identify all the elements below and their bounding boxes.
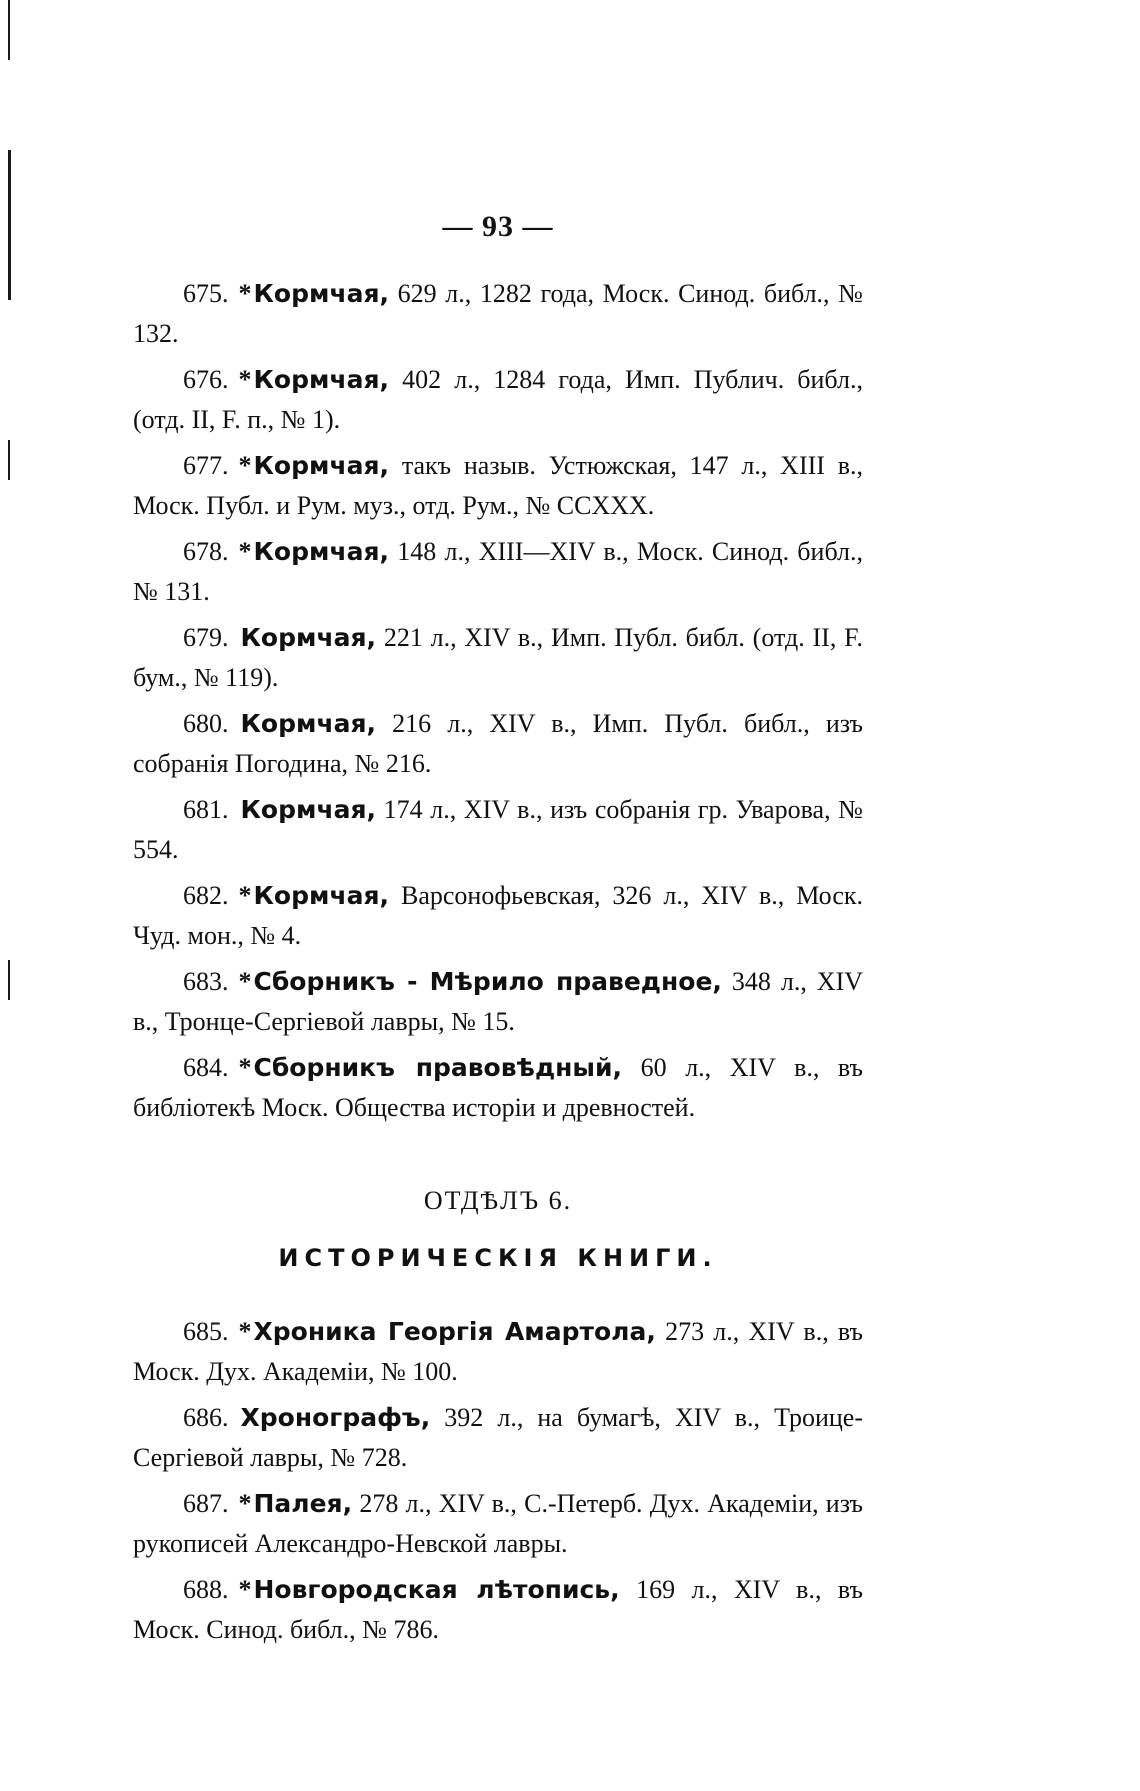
catalog-entry xyxy=(133,1484,863,1564)
entry-number: 685. xyxy=(183,1317,229,1346)
entry-title: Кормчая, xyxy=(253,881,390,910)
entry-title: Кормчая, xyxy=(253,451,390,480)
section-heading: ОТДѢЛЪ 6. xyxy=(423,1186,573,1215)
catalog-entry xyxy=(133,876,863,956)
entry-list-top xyxy=(133,274,863,1128)
entry-description: Варсонофьевская, 326 л., XIV в., Моск. Чуд. мон., № 4. xyxy=(133,881,864,950)
entry-description: 148 л., XIII—XIV в., Моск. Синод. библ., № 131. xyxy=(133,537,863,606)
catalog-entry xyxy=(133,360,863,440)
entry-description: 402 л., 1284 года, Имп. Публич. библ., (отд. II, F. п., № 1). xyxy=(133,365,863,434)
catalog-entry xyxy=(133,1398,863,1478)
catalog-entry xyxy=(133,618,863,698)
entry-number: 675. xyxy=(183,279,229,308)
entry-number: 688. xyxy=(183,1575,229,1604)
entry-number: 686. xyxy=(183,1403,229,1432)
entry-description: 392 л., на бумагѣ, XIV в., Троице-Сергіевой лавры, № 728. xyxy=(133,1403,863,1472)
catalog-entry xyxy=(133,790,863,870)
entry-title: Сборникъ - Мѣрило праведное, xyxy=(253,967,722,996)
entry-title: Новгородская лѣтопись, xyxy=(253,1575,620,1604)
catalog-entry xyxy=(133,1570,863,1650)
entry-asterisk: * xyxy=(238,881,252,910)
entry-asterisk: * xyxy=(238,1053,252,1082)
entry-description: 169 л., XIV в., въ Моск. Синод. библ., № 786. xyxy=(133,1575,863,1644)
entry-description: такъ назыв. Устюжская, 147 л., XIII в., Моск. Публ. и Рум. муз., отд. Рум., № CCXXX. xyxy=(133,451,863,520)
entry-title: Хроника Георгія Амартола, xyxy=(253,1317,656,1346)
scan-edge-mark xyxy=(8,0,10,60)
entry-title: Палея, xyxy=(253,1489,353,1518)
scan-edge-mark xyxy=(8,960,10,1000)
entry-description: 216 л., XIV в., Имп. Публ. библ., изъ собранія Погодина, № 216. xyxy=(133,709,863,778)
entry-description: 174 л., XIV в., изъ собранія гр. Уварова, № 554. xyxy=(133,795,863,864)
entry-number: 683. xyxy=(183,967,229,996)
entry-number: 676. xyxy=(183,365,229,394)
entry-asterisk: * xyxy=(238,967,252,996)
entry-title: Кормчая, xyxy=(240,795,377,824)
catalog-entry xyxy=(133,1312,863,1392)
entry-number: 680. xyxy=(183,709,229,738)
catalog-entry xyxy=(133,962,863,1042)
entry-asterisk: * xyxy=(238,537,252,566)
entry-description: 278 л., XIV в., С.-Петерб. Дух. Академіи, изъ рукописей Александро-Невской лавры. xyxy=(133,1489,863,1558)
entry-number: 677. xyxy=(183,451,229,480)
entry-number: 684. xyxy=(183,1053,229,1082)
catalog-entry xyxy=(133,704,863,784)
entry-title: Хронографъ, xyxy=(240,1403,431,1432)
entry-number: 679. xyxy=(183,623,229,652)
entry-asterisk: * xyxy=(238,279,252,308)
entry-number: 678. xyxy=(183,537,229,566)
scan-edge-mark xyxy=(8,440,10,480)
entry-number: 687. xyxy=(183,1489,229,1518)
entry-title: Кормчая, xyxy=(253,279,390,308)
entry-list-bottom xyxy=(133,1312,863,1650)
page-number: — 93 — xyxy=(442,210,554,243)
entry-description: 221 л., XIV в., Имп. Публ. библ. (отд. II, F. бум., № 119). xyxy=(133,623,863,692)
entry-number: 682. xyxy=(183,881,229,910)
catalog-entry xyxy=(133,1048,863,1128)
entry-title: Кормчая, xyxy=(240,709,377,738)
section-title: ИСТОРИЧЕСКІЯ КНИГИ. xyxy=(278,1244,718,1272)
entry-description: 629 л., 1282 года, Моск. Синод. библ., № 132. xyxy=(133,279,863,348)
entry-asterisk: * xyxy=(238,1489,252,1518)
catalog-entry xyxy=(133,532,863,612)
entry-description: 348 л., XIV в., Тронце-Сергіевой лавры, № 15. xyxy=(133,967,864,1036)
entry-description: 60 л., XIV в., въ библіотекѣ Моск. Общества исторіи и древностей. xyxy=(133,1053,863,1122)
entry-description: 273 л., XIV в., въ Моск. Дух. Академіи, № 100. xyxy=(133,1317,863,1386)
entry-title: Кормчая, xyxy=(253,537,390,566)
entry-title: Кормчая, xyxy=(253,365,390,394)
scan-edge-mark xyxy=(8,150,11,300)
catalog-entry xyxy=(133,446,863,526)
entry-asterisk: * xyxy=(238,1575,252,1604)
entry-asterisk: * xyxy=(238,451,252,480)
entry-asterisk: * xyxy=(238,365,252,394)
entry-asterisk: * xyxy=(238,1317,252,1346)
catalog-entry xyxy=(133,274,863,354)
entry-number: 681. xyxy=(183,795,229,824)
entry-title: Сборникъ правовѣдный, xyxy=(253,1053,623,1082)
entry-title: Кормчая, xyxy=(240,623,377,652)
book-page xyxy=(133,210,863,1656)
